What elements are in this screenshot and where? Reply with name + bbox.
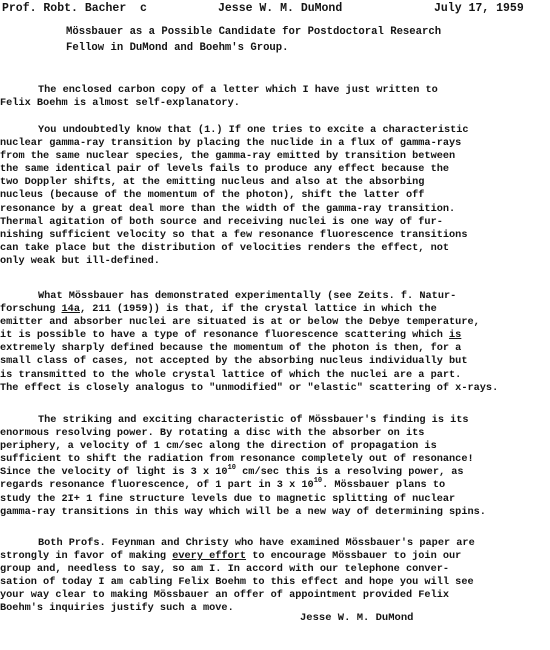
text-run: , 211 (1959)) is that, if the crystal lattice in which the: [79, 303, 437, 316]
text-line: group and, needless to say, so am I. In accord with our telephone conver-: [0, 563, 450, 576]
text-line: What Mössbauer has demonstrated experimentally (see Zeits. f. Natur-: [38, 290, 457, 302]
text-run: Since the velocity of light is 3 x 10: [0, 466, 228, 479]
signature: Jesse W. M. DuMond: [300, 612, 414, 624]
text-line: nuclear gamma-ray transition by placing the nuclide in a flux of gamma-rays: [0, 137, 462, 150]
text-run: cm/sec this is a resolving power, as: [236, 466, 464, 479]
paragraph-2: [0, 124, 550, 268]
text-line: Boehm's inquiries justify such a move.: [0, 602, 234, 615]
memo-header: [0, 0, 550, 18]
text-run: forschung: [0, 303, 62, 316]
text-line: Thermal agitation of both source and receiving nuclei is one way of fur-: [0, 215, 443, 228]
text-line: The enclosed carbon copy of a letter which I have just written to: [38, 84, 438, 96]
text-line: study the 2I+ 1 fine structure levels due to magnetic splitting of nuclear: [0, 492, 456, 505]
text-line: is transmitted to the whole crystal lattice of which the nuclei are a part.: [0, 368, 462, 381]
every-effort-underlined: every effort: [172, 550, 247, 563]
text-line: [0, 466, 550, 479]
paragraph-5: [0, 537, 550, 616]
paragraph-4: [0, 414, 550, 519]
header-from: Prof. Robt. Bacher: [2, 2, 127, 15]
text-line: two Doppler shifts, at the emitting nucleus and also at the absorbing: [0, 176, 425, 189]
exponent: 10: [313, 477, 323, 486]
exponent: 10: [227, 464, 236, 473]
header-date: July 17, 1959: [434, 2, 524, 15]
text-line: Felix Boehm is almost self-explanatory.: [0, 97, 240, 110]
text-run: strongly in favor of making: [0, 550, 173, 563]
header-cc: c: [140, 2, 147, 15]
text-line: You undoubtedly know that (1.) If one tries to excite a characteristic: [38, 124, 469, 136]
text-line: enormous resolving power. By rotating a disc with the absorber on its: [0, 427, 425, 440]
text-line: extremely sharply defined because the momentum of the photon is then, for a: [0, 342, 462, 355]
text-line: [0, 303, 550, 316]
text-line: [0, 550, 550, 563]
text-run: . Mössbauer plans to: [322, 479, 446, 492]
text-line: resonance by a great deal more than the width of the gamma-ray transition.: [0, 202, 456, 215]
text-line: your way clear to making Mössbauer an offer of appointment provided Felix: [0, 589, 450, 602]
subject-line: Mössbauer as a Possible Candidate for Postdoctoral Research: [66, 26, 442, 38]
text-line: sation of today I am cabling Felix Boehm to this effect and hope you will see: [0, 576, 474, 589]
text-run: it is possible to have a type of resonance fluorescence scattering which: [0, 329, 450, 342]
text-line: sufficient to shift the radiation from resonance completely out of resonance!: [0, 453, 474, 466]
text-run: regards resonance fluorescence, of 1 part in 3 x 10: [0, 479, 314, 492]
text-line: Both Profs. Feynman and Christy who have examined Mössbauer's paper are: [38, 537, 475, 549]
subject-line: Fellow in DuMond and Boehm's Group.: [66, 42, 289, 54]
header-to: Jesse W. M. DuMond: [218, 2, 343, 15]
text-line: the same identical pair of levels fails to produce any effect because the: [0, 163, 450, 176]
text-line: [0, 329, 550, 342]
memo-subject: [66, 24, 536, 56]
text-run: to encourage Mössbauer to join our: [246, 550, 462, 563]
text-line: The striking and exciting characteristic of Mössbauer's finding is its: [38, 414, 469, 426]
text-line: only weak but ill-defined.: [0, 254, 160, 267]
text-line: emitter and absorber nuclei are situated is at or below the Debye temperature,: [0, 316, 480, 329]
paragraph-1: [0, 84, 550, 110]
text-line: can take place but the distribution of velocities renders the effect, not: [0, 241, 450, 254]
paragraph-3: [0, 290, 550, 395]
text-line: from the same nuclear species, the gamma-ray emitted by transition between: [0, 150, 456, 163]
text-line: periphery, a velocity of 1 cm/sec along the direction of propagation is: [0, 440, 437, 453]
text-line: gamma-ray transitions in this way which will be a new way of determining spins.: [0, 505, 486, 518]
volume-underlined: 14a: [61, 303, 80, 316]
text-line: The effect is closely analogus to "unmodified" or "elastic" scattering of x-rays.: [0, 381, 499, 394]
text-line: small class of cases, not accepted by the absorbing nucleus individually but: [0, 355, 468, 368]
text-line: [0, 479, 550, 492]
is-underlined: is: [449, 329, 462, 342]
text-line: nishing sufficient velocity so that a few resonance fluorescence transitions: [0, 228, 468, 241]
text-line: nucleus (because of the momentum of the photon), shift the latter off: [0, 189, 425, 202]
